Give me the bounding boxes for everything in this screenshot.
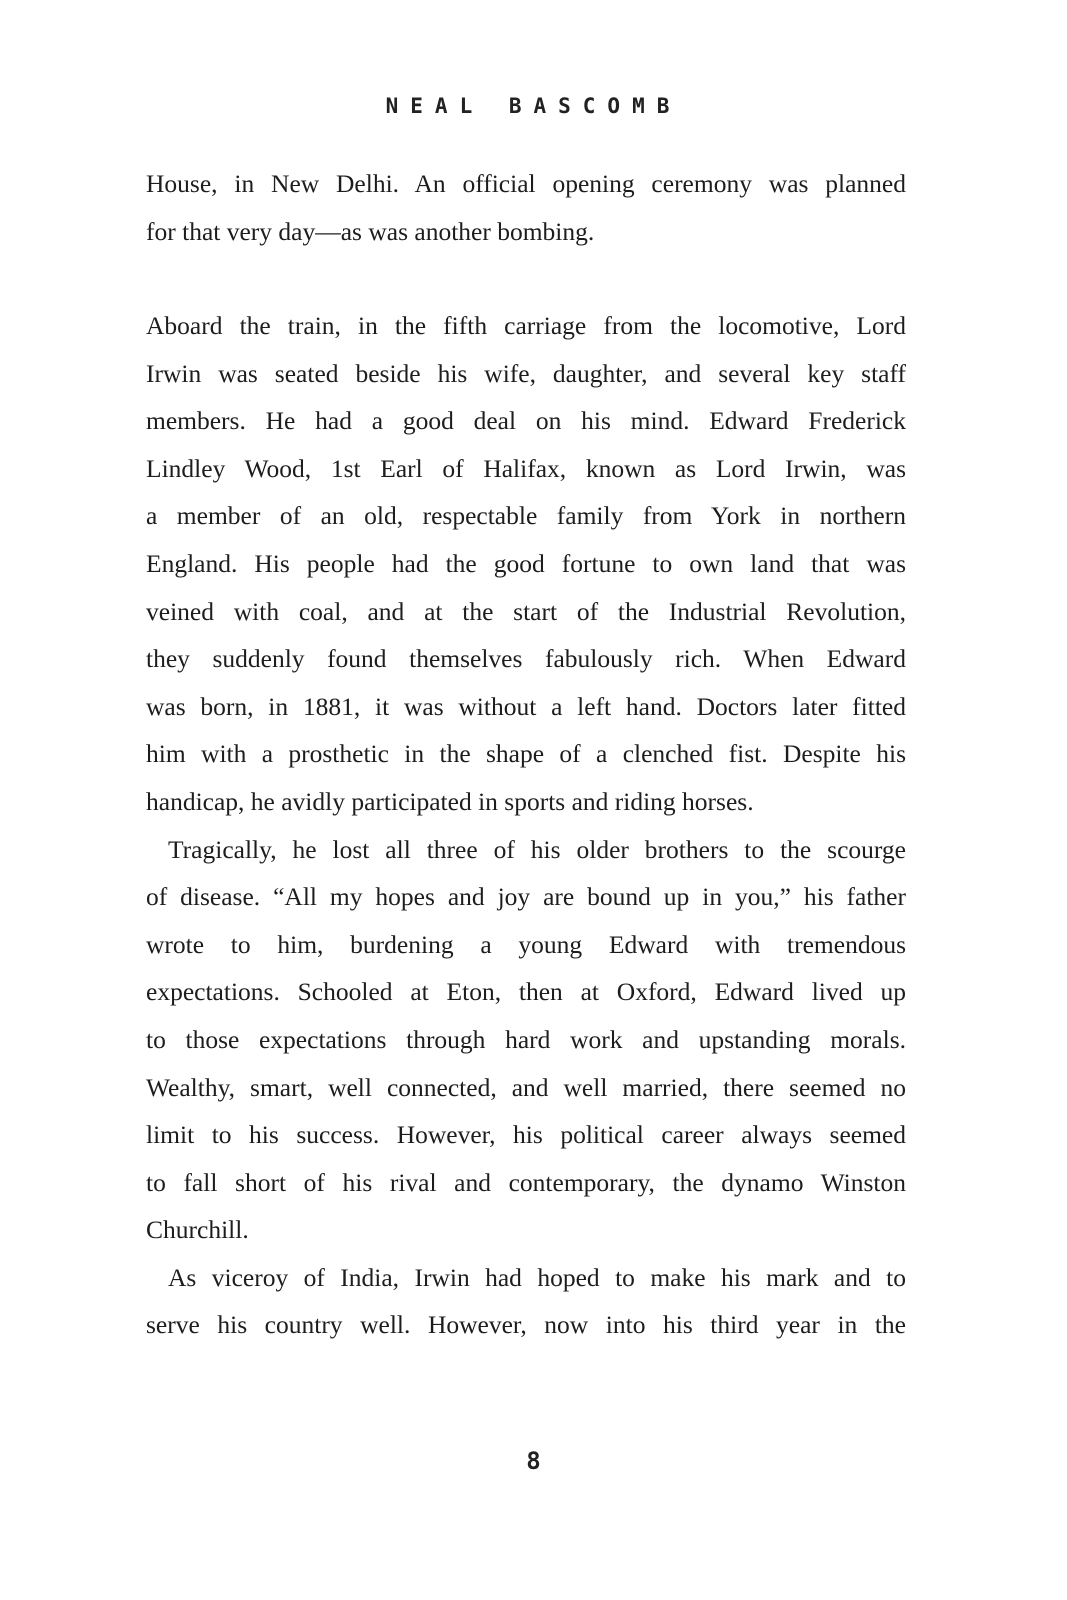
text-line: of disease. “All my hopes and joy are bound up in you,” his father — [146, 882, 906, 912]
text-line: members. He had a good deal on his mind. Edward Frederick — [146, 406, 906, 436]
text-line: As viceroy of India, Irwin had hoped to make his mark and to — [168, 1262, 906, 1292]
text-line: handicap, he avidly participated in sports and riding horses. — [146, 786, 754, 816]
text-line: expectations. Schooled at Eton, then at Oxford, Edward lived up — [146, 977, 906, 1007]
text-line: veined with coal, and at the start of the Industrial Revolution, — [146, 596, 906, 626]
text-line: wrote to him, burdening a young Edward with tremendous — [146, 929, 906, 959]
text-line: Wealthy, smart, well connected, and well married, there seemed no — [146, 1072, 906, 1102]
text-line: Tragically, he lost all three of his older brothers to the scourge — [168, 834, 906, 864]
text-line: England. His people had the good fortune to own land that was — [146, 548, 906, 578]
text-line: serve his country well. However, now into his third year in the — [146, 1310, 906, 1340]
text-line: Lindley Wood, 1st Earl of Halifax, known as Lord Irwin, was — [146, 453, 906, 483]
text-line: House, in New Delhi. An official opening ceremony was planned — [146, 169, 906, 198]
running-head-author: NEAL BASCOMB — [385, 94, 682, 118]
text-line: for that very day—as was another bombing. — [146, 216, 595, 246]
paragraph-continuation — [146, 160, 906, 255]
text-line: to fall short of his rival and contemporary, the dynamo Winston — [146, 1167, 906, 1197]
text-line: a member of an old, respectable family from York in northern — [146, 501, 906, 531]
text-line: was born, in 1881, it was without a left hand. Doctors later fitted — [146, 691, 906, 721]
page-number: 8 — [526, 1447, 541, 1475]
text-line: limit to his success. However, his political career always seemed — [146, 1120, 906, 1150]
text-line: him with a prosthetic in the shape of a clenched fist. Despite his — [146, 739, 906, 769]
text-line: to those expectations through hard work and upstanding morals. — [146, 1024, 906, 1054]
text-line: they suddenly found themselves fabulously rich. When Edward — [146, 644, 906, 674]
text-line: Churchill. — [146, 1215, 249, 1245]
text-line: Irwin was seated beside his wife, daughter, and several key staff — [146, 358, 906, 388]
main-text — [146, 302, 906, 1349]
text-line: Aboard the train, in the fifth carriage from the locomotive, Lord — [146, 311, 906, 340]
